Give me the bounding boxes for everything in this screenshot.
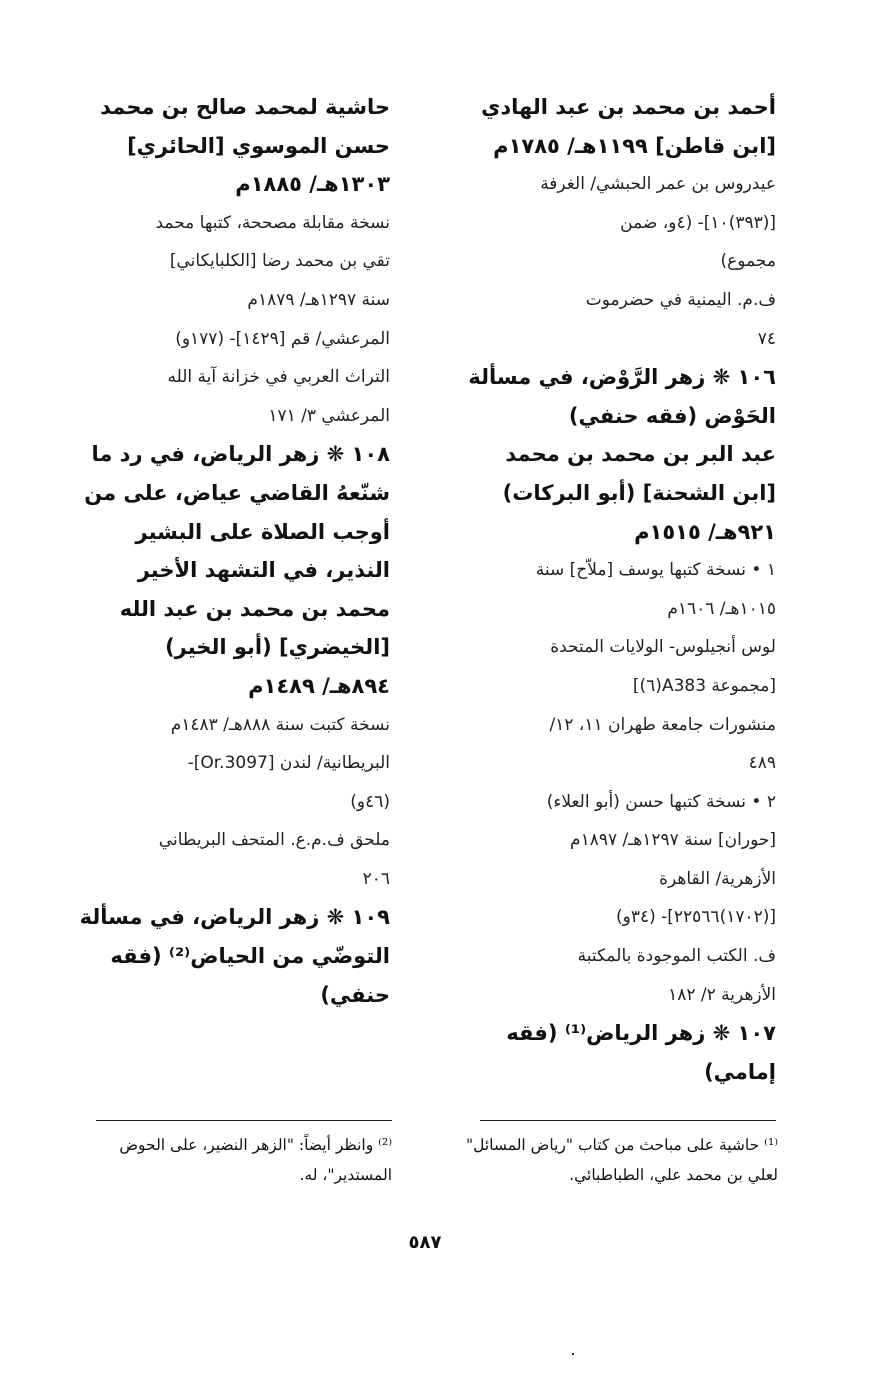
text-line: منشورات جامعة طهران ١١، ١٢/ [549, 714, 776, 735]
text-line: [الخيضري] (أبو الخير) [165, 635, 390, 660]
text-line: ٢ • نسخة كتبها حسن (أبو العلاء) [546, 791, 776, 812]
footnote-divider-right [480, 1120, 776, 1121]
text-line: ١٠٦ ❋ زهر الرَّوْض، في مسألة [468, 365, 776, 390]
text-line: ٧٤ [757, 328, 776, 349]
footnote-line: لعلي بن محمد علي، الطباطبائي. [569, 1166, 778, 1184]
text-line: ف.م. اليمنية في حضرموت [585, 289, 776, 310]
text-line: الحَوْض (فقه حنفي) [568, 403, 776, 428]
text-line: ١٠١٥هـ/ ١٦٠٦م [667, 598, 776, 619]
text-line: المرعشي/ قم [١٤٢٩]- (١٧٧و) [175, 328, 390, 349]
text-line: [ابن قاطن] ١١٩٩هـ/ ١٧٨٥م [493, 133, 776, 158]
text-line: أحمد بن محمد بن عبد الهادي [481, 95, 776, 119]
text-line: أوجب الصلاة على البشير [135, 519, 390, 544]
text-line: ١٠٩ ❋ زهر الرياض، في مسألة [79, 905, 390, 930]
text-line: المرعشي ٣/ ١٧١ [268, 405, 390, 426]
text-line: ١٣٠٣هـ/ ١٨٨٥م [235, 172, 390, 197]
text-line: التوضّي من الحياض⁽²⁾ (فقه [110, 944, 390, 969]
text-line: [مجموعة A383(٦)] [632, 675, 776, 696]
text-line: نسخة كتبت سنة ٨٨٨هـ/ ١٤٨٣م [170, 714, 390, 735]
text-line: حنفي) [320, 982, 390, 1007]
text-line: ف. الكتب الموجودة بالمكتبة [577, 946, 776, 967]
text-line: تقي بن محمد رضا [الكلبايكاني] [169, 251, 390, 272]
text-line: مجموع) [720, 251, 776, 272]
text-line: البريطانية/ لندن [Or.3097]- [187, 753, 390, 774]
text-line: [ابن الشحنة] (أبو البركات) [502, 480, 776, 505]
text-line: ١ • نسخة كتبها يوسف [ملاّح] سنة [535, 560, 776, 581]
text-line: شنّعهُ القاضي عياض، على من [84, 480, 390, 505]
right-column [446, 88, 776, 1091]
text-line: محمد بن محمد بن عبد الله [119, 596, 390, 621]
text-line: ٩٢١هـ/ ١٥١٥م [634, 519, 776, 544]
text-line: سنة ١٢٩٧هـ/ ١٨٧٩م [247, 289, 390, 310]
text-line: الأزهرية ٢/ ١٨٢ [668, 984, 776, 1005]
text-line: إمامي) [704, 1059, 776, 1084]
left-column [58, 88, 390, 1014]
text-line: نسخة مقابلة مصححة، كتبها محمد [155, 212, 390, 233]
text-line: التراث العربي في خزانة آية الله [167, 367, 390, 388]
text-line: ٨٩٤هـ/ ١٤٨٩م [248, 673, 390, 698]
text-line: حاشية لمحمد صالح بن محمد [100, 95, 390, 119]
text-line: ١٠٧ ❋ زهر الرياض⁽¹⁾ (فقه [506, 1021, 776, 1046]
text-line: عيدروس بن عمر الحبشي/ الغرفة [540, 174, 776, 195]
text-line: ٢٠٦ [362, 868, 390, 889]
footnote-left [58, 1130, 392, 1190]
text-line: لوس أنجيلوس- الولايات المتحدة [550, 637, 776, 658]
text-line: الأزهرية/ القاهرة [659, 868, 776, 889]
footnote-line: ⁽¹⁾ حاشية على مباحث من كتاب "رياض المسائل" [466, 1136, 778, 1154]
text-line: ملحق ف.م.ع. المتحف البريطاني [158, 830, 390, 851]
scan-speck [572, 1353, 574, 1355]
text-line: [(١٧٠٢)٢٢٥٦٦]- (٣٤و) [615, 907, 776, 928]
footnote-line: المستدير"، له. [299, 1166, 392, 1184]
text-line: عبد البر بن محمد بن محمد [505, 442, 776, 467]
footnote-right [446, 1130, 778, 1190]
text-line: النذير، في التشهد الأخير [137, 558, 390, 583]
text-line: ٤٨٩ [748, 753, 776, 774]
text-line: (٤٦و) [350, 791, 390, 812]
text-line: ١٠٨ ❋ زهر الرياض، في رد ما [91, 442, 390, 467]
text-line: [حوران] سنة ١٢٩٧هـ/ ١٨٩٧م [570, 830, 776, 851]
footnote-divider-left [96, 1120, 392, 1121]
page-number: ٥٨٧ [408, 1232, 442, 1253]
text-line: حسن الموسوي [الحائري] [127, 133, 390, 158]
text-line: [(٣٩٣)١٠]- (٤و، ضمن [620, 212, 776, 233]
footnote-line: ⁽²⁾ وانظر أيضاً: "الزهر النضير، على الحوض [119, 1136, 392, 1154]
